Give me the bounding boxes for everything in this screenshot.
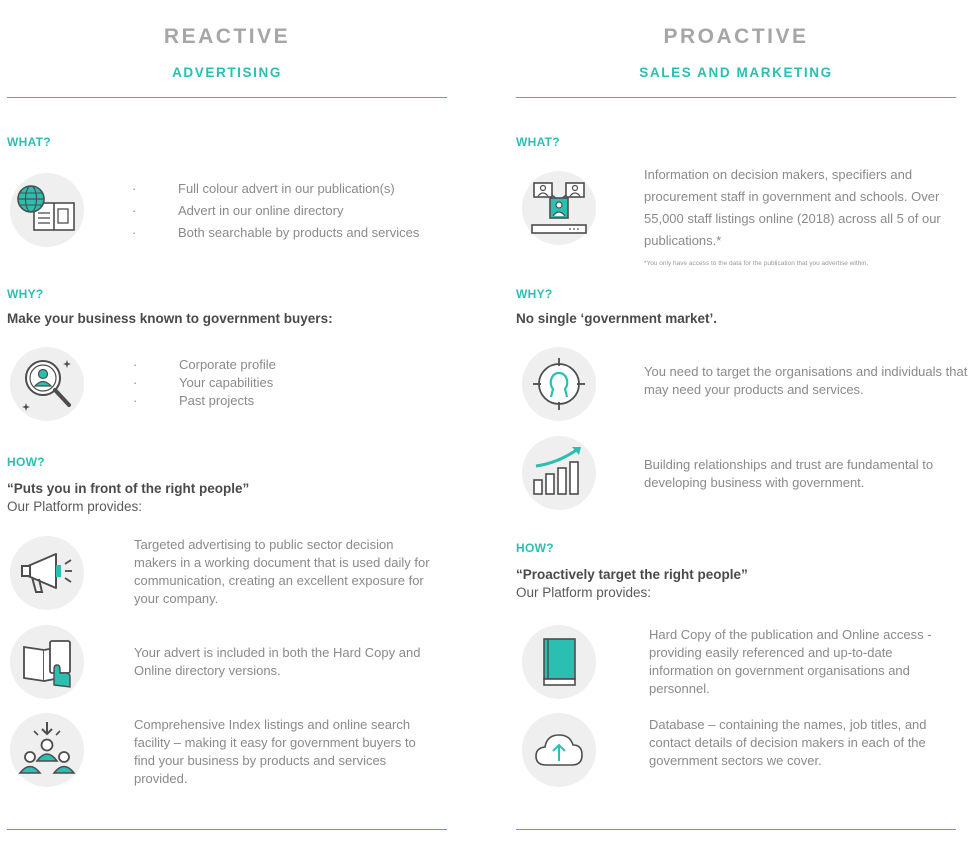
bottom-divider <box>7 829 447 830</box>
why-heading: No single ‘government market’. <box>516 311 718 326</box>
reactive-title: REACTIVE <box>163 25 291 48</box>
what-bullet-list <box>132 178 419 244</box>
how-item-text: Targeted advertising to public sector decision makers in a working document that is used daily for communication, creating an excellent exposure for your company. <box>134 537 430 606</box>
proactive-subtitle: SALES AND MARKETING <box>639 65 833 80</box>
how-item-text: Database – containing the names, job titles, and contact details of decision makers in each of the government sectors we cover. <box>649 717 927 768</box>
how-quote: “Proactively target the right people” <box>516 567 748 582</box>
list-item: · Past projects <box>133 393 255 408</box>
list-item: · Both searchable by products and services <box>132 225 420 240</box>
why-label: WHY? <box>516 287 553 301</box>
book-icon <box>522 625 596 699</box>
list-item: · Advert in our online directory <box>132 203 344 218</box>
top-divider <box>516 97 956 98</box>
proactive-column <box>516 0 966 862</box>
list-item: · Your capabilities <box>133 375 274 390</box>
team-icon <box>10 713 84 787</box>
profile-cards-icon <box>522 171 596 245</box>
how-item-text: Hard Copy of the publication and Online access - providing easily referenced and up-to-date information on government organisations and personnel. <box>649 627 932 696</box>
what-text: Information on decision makers, specifiers and procurement staff in government and schools. Over 55,000 staff listings online (2018) across all 5 of our publications.* <box>644 167 941 248</box>
globe-book-icon <box>10 173 84 247</box>
how-subheading: Our Platform provides: <box>7 499 143 514</box>
reactive-subtitle: ADVERTISING <box>172 65 282 80</box>
target-person-icon <box>522 347 596 421</box>
top-divider <box>7 97 447 98</box>
why-item-text: Building relationships and trust are fundamental to developing business with government. <box>644 457 934 490</box>
how-label: HOW? <box>516 541 554 555</box>
why-heading: Make your business known to government buyers: <box>7 311 333 326</box>
how-item-text: Your advert is included in both the Hard Copy and Online directory versions. <box>134 645 421 678</box>
cloud-upload-icon <box>522 713 596 787</box>
how-label: HOW? <box>7 455 45 469</box>
reactive-column <box>7 0 457 862</box>
growth-chart-icon <box>522 436 596 510</box>
proactive-title: PROACTIVE <box>663 25 809 48</box>
how-subheading: Our Platform provides: <box>516 585 652 600</box>
how-item-text: Comprehensive Index listings and online search facility – making it easy for government buyers to find your business by products and services provided. <box>134 717 416 786</box>
list-item: · Corporate profile <box>133 357 276 372</box>
why-label: WHY? <box>7 287 44 301</box>
megaphone-icon <box>10 536 84 610</box>
what-label: WHAT? <box>7 135 51 149</box>
what-footnote: *You only have access to the data for the publication that you advertise within. <box>644 260 869 267</box>
how-quote: “Puts you in front of the right people” <box>7 481 250 496</box>
bottom-divider <box>516 829 956 830</box>
why-bullet-list <box>133 356 276 410</box>
list-item: · Full colour advert in our publication(s) <box>132 181 395 196</box>
what-label: WHAT? <box>516 135 560 149</box>
tablet-hand-icon <box>10 625 84 699</box>
why-item-text: You need to target the organisations and individuals that may need your products and services. <box>644 364 968 397</box>
magnifier-person-icon <box>10 347 84 421</box>
